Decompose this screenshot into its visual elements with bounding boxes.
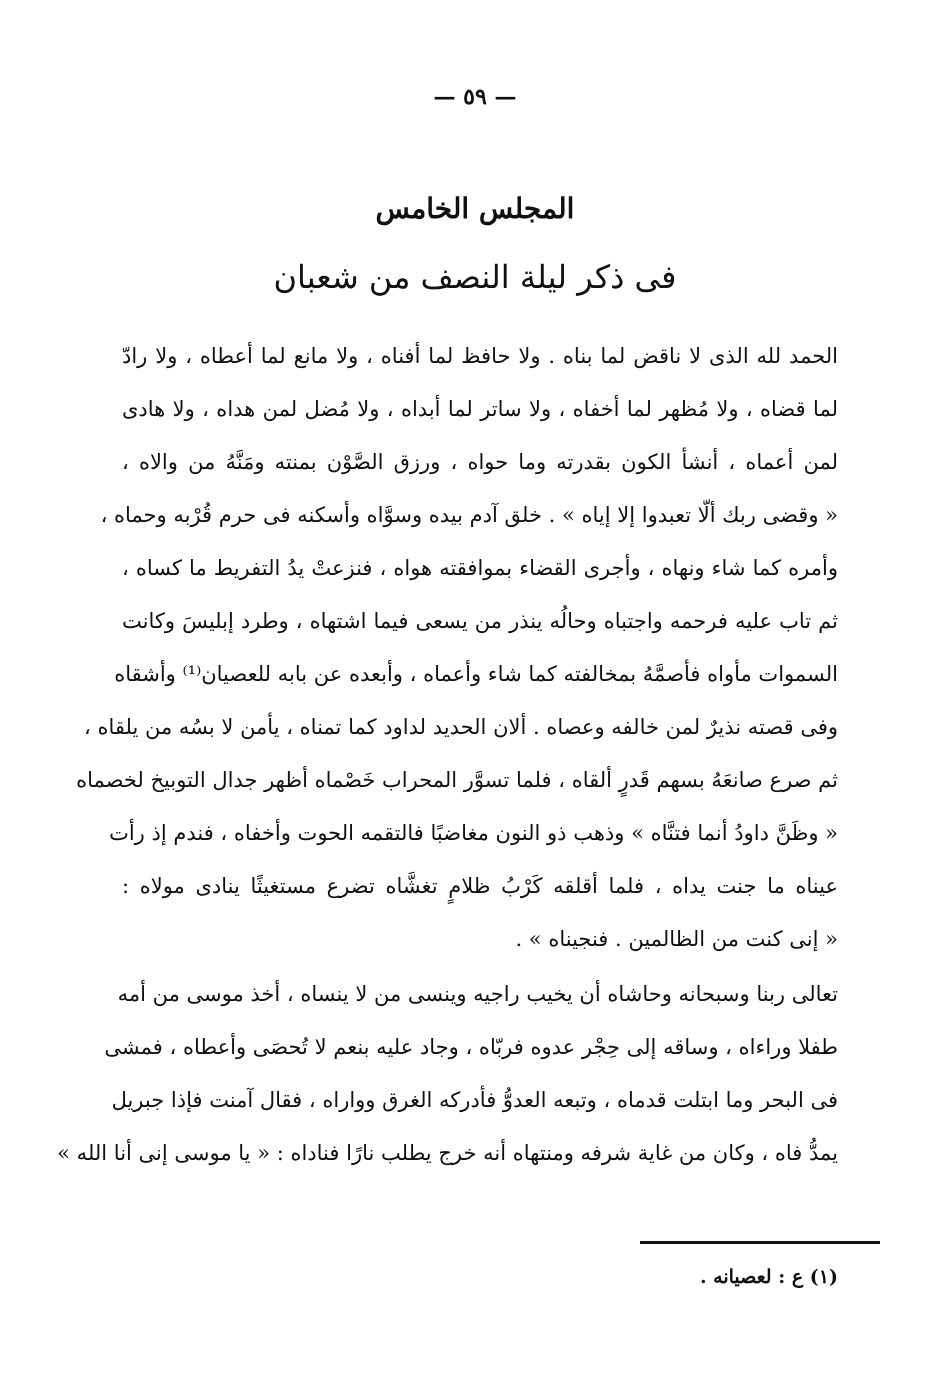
chapter-title: المجلس الخامس [375,192,575,225]
paragraph-2 [57,968,838,1180]
footnote: (١) ع : لعصيانه . [699,1266,838,1288]
text-line: السموات مأواه فأصمَّهُ بمخالفته كما شاء وأعماه ، وأبعده عن بابه للعصيان⁽¹⁾ وأشقاه [114,662,838,686]
text-line: عيناه ما جنت يداه ، فلما أقلقه كَرْبُ ظلامٍ تغشَّاه تضرع مستغيثًا ينادى مولاه : [122,874,838,898]
text-line: تعالى ربنا وسبحانه وحاشاه أن يخيب راجيه وينسى من لا ينساه ، أخذ موسى من أمه [117,982,838,1006]
text-line: فى البحر وما ابتلت قدماه ، وتبعه العدوُّ فأدركه الغرق وواراه ، فقال آمنت فإذا جبريل [111,1088,838,1112]
text-line: الحمد لله الذى لا ناقض لما بناه . ولا حافظ لما أفناه ، ولا مانع لما أعطاه ، ولا رادّ [122,344,838,368]
text-line: يمدُّ فاه ، وكان من غاية شرفه ومنتهاه أنه خرج يطلب نارًا فناداه : « يا موسى إنى أنا الله » [57,1141,838,1165]
text-line: « وظَنَّ داودُ أنما فتنَّاه » وذهب ذو النون مغاضبًا فالتقمه الحوت وأخفاه ، فندم إذ رأت [109,821,838,845]
text-line: وأمره كما شاء ونهاه ، وأجرى القضاء بموافقته هواه ، فنزعتْ يدُ التفريط ما كساه ، [122,556,838,580]
text-line: ثم صرع صانعَهُ بسهم قَدرٍ ألقاه ، فلما تسوَّر المحراب خَصْماه أظهر جدال التوبيخ لخصماه [76,768,838,792]
chapter-subtitle: فى ذكر ليلة النصف من شعبان [273,258,677,296]
page-number: — ٥٩ — [433,84,517,110]
footnote-divider [640,1241,880,1244]
text-line: لما قضاه ، ولا مُظهر لما أخفاه ، ولا ساتر لما أبداه ، ولا مُضل لمن هداه ، ولا هادى [122,397,838,421]
text-line: ثم تاب عليه فرحمه واجتباه وحالُه ينذر من يسعى فيما اشتهاه ، وطرد إبليسَ وكانت [122,609,838,633]
text-line: طفلا وراءاه ، وساقه إلى حِجْر عدوه فربّاه ، وجاد عليه بنعم لا تُحصَى وأعطاه ، فمشى [104,1035,838,1059]
text-line: وفى قصته نذيرٌ لمن خالفه وعصاه . ألان الحديد لداود كما تمناه ، يأمن لا بسُه من يلقاه ، [84,715,838,739]
text-line: « وقضى ربك ألّا تعبدوا إلا إياه » . خلق آدم بيده وسوَّاه وأسكنه فى حرم قُرْبه وحماه ، [100,503,838,527]
text-line: لمن أعماه ، أنشأ الكون بقدرته وما حواه ، ورزق الصَّوْن بمنته ومَنَّهُ من والاه ، [122,450,838,474]
paragraph-1 [76,330,838,966]
text-line: « إنى كنت من الظالمين . فنجيناه » . [515,927,838,951]
